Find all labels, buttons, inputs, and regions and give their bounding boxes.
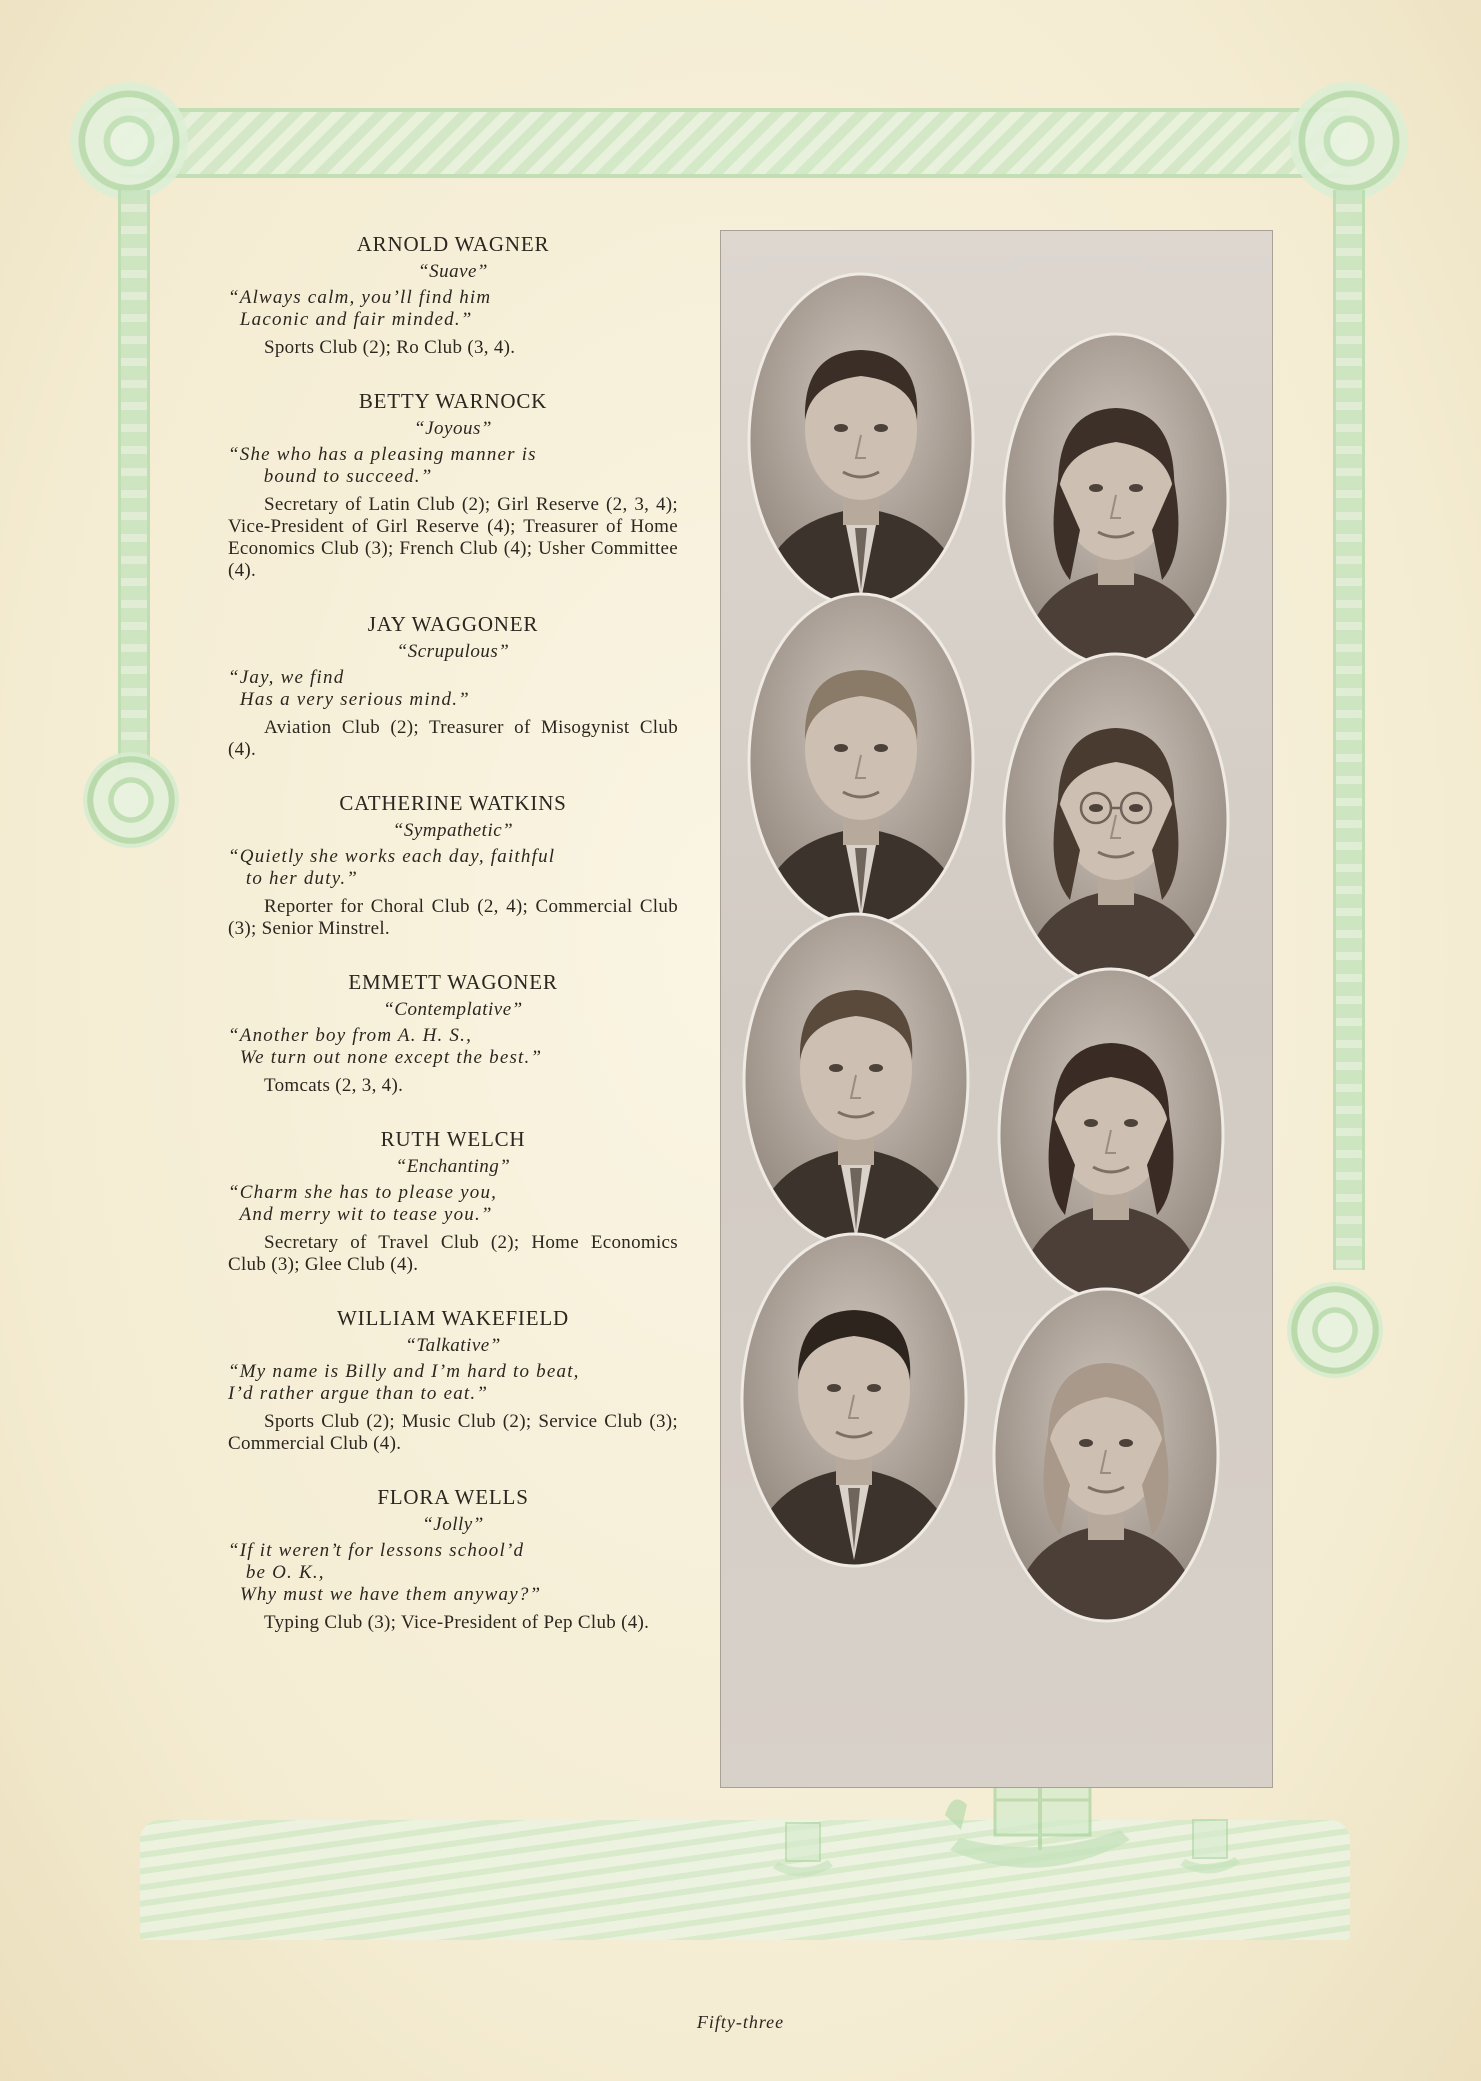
senior-biographies — [228, 232, 678, 1664]
student-name: CATHERINE WATKINS — [339, 791, 567, 815]
corner-ornament-right — [1290, 82, 1408, 200]
student-nickname: “Scrupulous” — [396, 641, 510, 662]
student-quote: “Jay, we find Has a very serious mind.” — [228, 667, 470, 710]
student-portrait — [1000, 650, 1232, 990]
biography-entry — [228, 232, 678, 359]
medallion-ornament-left — [83, 752, 179, 848]
page-number: Fifty-three — [696, 2012, 785, 2032]
student-quote: “My name is Billy and I’m hard to beat, I’d rather argue than to eat.” — [228, 1361, 580, 1404]
student-nickname: “Contemplative” — [383, 999, 523, 1020]
corner-ornament-left — [70, 82, 188, 200]
student-activities: Secretary of Latin Club (2); Girl Reserve (2, 3, 4); Vice-President of Girl Reserve (4); Treasurer of Home Economics Club (3); French Club (4); Usher Committee (4). — [228, 494, 678, 581]
student-activities: Sports Club (2); Ro Club (3, 4). — [264, 337, 516, 358]
student-portrait — [745, 270, 977, 610]
student-quote: “Quietly she works each day, faithful to her duty.” — [228, 846, 556, 889]
student-activities: Aviation Club (2); Treasurer of Misogynist Club (4). — [228, 717, 678, 760]
student-portrait — [745, 590, 977, 930]
student-nickname: “Enchanting” — [395, 1156, 511, 1177]
student-portrait — [990, 1285, 1222, 1625]
sea-waves-illustration — [140, 1820, 1350, 1940]
student-nickname: “Jolly” — [422, 1514, 484, 1535]
student-portrait — [740, 910, 972, 1250]
student-quote: “Another boy from A. H. S., We turn out none except the best.” — [228, 1025, 543, 1068]
student-quote: “She who has a pleasing manner is bound to succeed.” — [228, 444, 537, 487]
small-ship-icon — [768, 1808, 838, 1888]
decorative-right-rail — [1333, 190, 1365, 1270]
student-activities: Reporter for Choral Club (2, 4); Commercial Club (3); Senior Minstrel. — [228, 896, 678, 939]
student-nickname: “Joyous” — [414, 418, 492, 439]
student-portrait — [1000, 330, 1232, 670]
biography-entry — [228, 612, 678, 761]
student-name: EMMETT WAGONER — [348, 970, 558, 994]
student-name: ARNOLD WAGNER — [356, 232, 550, 256]
biography-entry — [228, 791, 678, 940]
student-activities: Sports Club (2); Music Club (2); Service Club (3); Commercial Club (4). — [228, 1411, 678, 1454]
student-nickname: “Suave” — [418, 261, 488, 282]
biography-entry — [228, 1485, 678, 1634]
student-name: WILLIAM WAKEFIELD — [337, 1306, 569, 1330]
biography-entry — [228, 1306, 678, 1455]
decorative-left-rail — [118, 190, 150, 770]
student-activities: Typing Club (3); Vice-President of Pep Club (4). — [264, 1612, 650, 1633]
student-nickname: “Talkative” — [405, 1335, 501, 1356]
student-quote: “If it weren’t for lessons school’d be O. K., Why must we have them anyway?” — [228, 1540, 542, 1605]
student-name: RUTH WELCH — [380, 1127, 526, 1151]
biography-entry — [228, 970, 678, 1097]
student-name: BETTY WARNOCK — [358, 389, 548, 413]
student-portrait — [738, 1230, 970, 1570]
student-nickname: “Sympathetic” — [392, 820, 514, 841]
portrait-panel — [720, 230, 1273, 1788]
biography-entry — [228, 1127, 678, 1276]
biography-entry — [228, 389, 678, 582]
student-quote: “Always calm, you’ll find him Laconic and fair minded.” — [228, 287, 492, 330]
decorative-top-border — [120, 108, 1350, 178]
student-name: FLORA WELLS — [377, 1485, 529, 1509]
student-portrait — [995, 965, 1227, 1305]
student-quote: “Charm she has to please you, And merry wit to tease you.” — [228, 1182, 498, 1225]
medallion-ornament-right — [1287, 1282, 1383, 1378]
student-activities: Tomcats (2, 3, 4). — [264, 1075, 404, 1096]
small-ship-icon — [1175, 1805, 1245, 1885]
student-name: JAY WAGGONER — [367, 612, 539, 636]
student-activities: Secretary of Travel Club (2); Home Economics Club (3); Glee Club (4). — [228, 1232, 678, 1275]
